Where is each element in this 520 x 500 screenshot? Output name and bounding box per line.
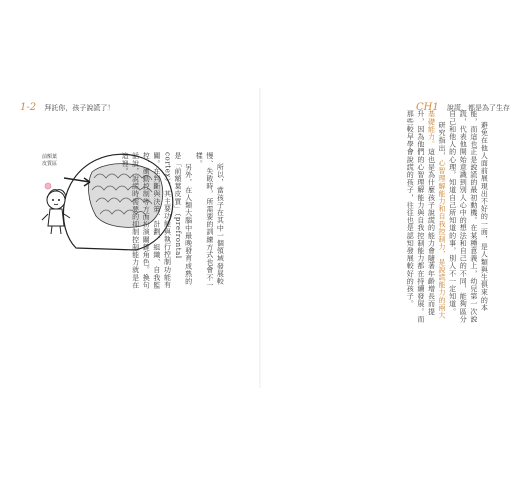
right-paragraph-2b: 這也是為什麼孩子說謊的能力會隨著年齡增長而提升，因為他們的心智理解能力與自我控制能力都在持續發展。而那些較早學會說謊的孩子，往往也是認知發展較好的孩子。 xyxy=(406,110,436,323)
left-paragraph-2: 另外，在人類大腦中最晚發育成熟的是「前額葉皮質」（prefrontal cortex），其主要功能與執行控制功能有關。在判斷與決策、計劃、組織、自我監控、衝動控制等方面扮演關鍵角色。換句話說，說謊時需要的抑制控制能力就是在這裡。 xyxy=(121,152,193,289)
chapter-label: CH1 xyxy=(416,102,439,113)
left-running-title: 拜託你，孩子說謊了！ xyxy=(44,104,115,112)
right-body-text xyxy=(280,110,500,326)
book-gutter xyxy=(259,88,261,388)
right-paragraph-1: 避免在他人面前展現出不好的一面，是人類與生俱來的本能，而這也正是說謊的最初動機。在某種意義上，幼兒第一次說謊，代表他開始意識到別人心中的想法和自己的不同，能夠區分自己和他人的心理，知道自己所知道的事，別人不一定知道。 xyxy=(448,110,489,323)
brain-label-line1: 前額葉 xyxy=(42,154,58,160)
right-running-title: 說謊，都是為了生存 xyxy=(446,104,510,112)
left-paragraph-1: 所以，當孩子在其中一個領域發展較慢、失敗時，所需要的訓練方式也會不一樣。 xyxy=(195,152,225,289)
thought-bubble xyxy=(45,183,51,189)
brain-label-line2: 皮質區 xyxy=(42,161,58,167)
left-body-text xyxy=(110,152,236,292)
right-highlight: 心智理解能力和自我控制力，是說謊能力的兩大基礎能力。 xyxy=(427,110,447,319)
right-paragraph-2a: 研究指出， xyxy=(438,121,447,160)
left-running-head xyxy=(20,102,114,113)
child-body xyxy=(48,209,64,226)
page-number: 1-2 xyxy=(20,102,37,113)
